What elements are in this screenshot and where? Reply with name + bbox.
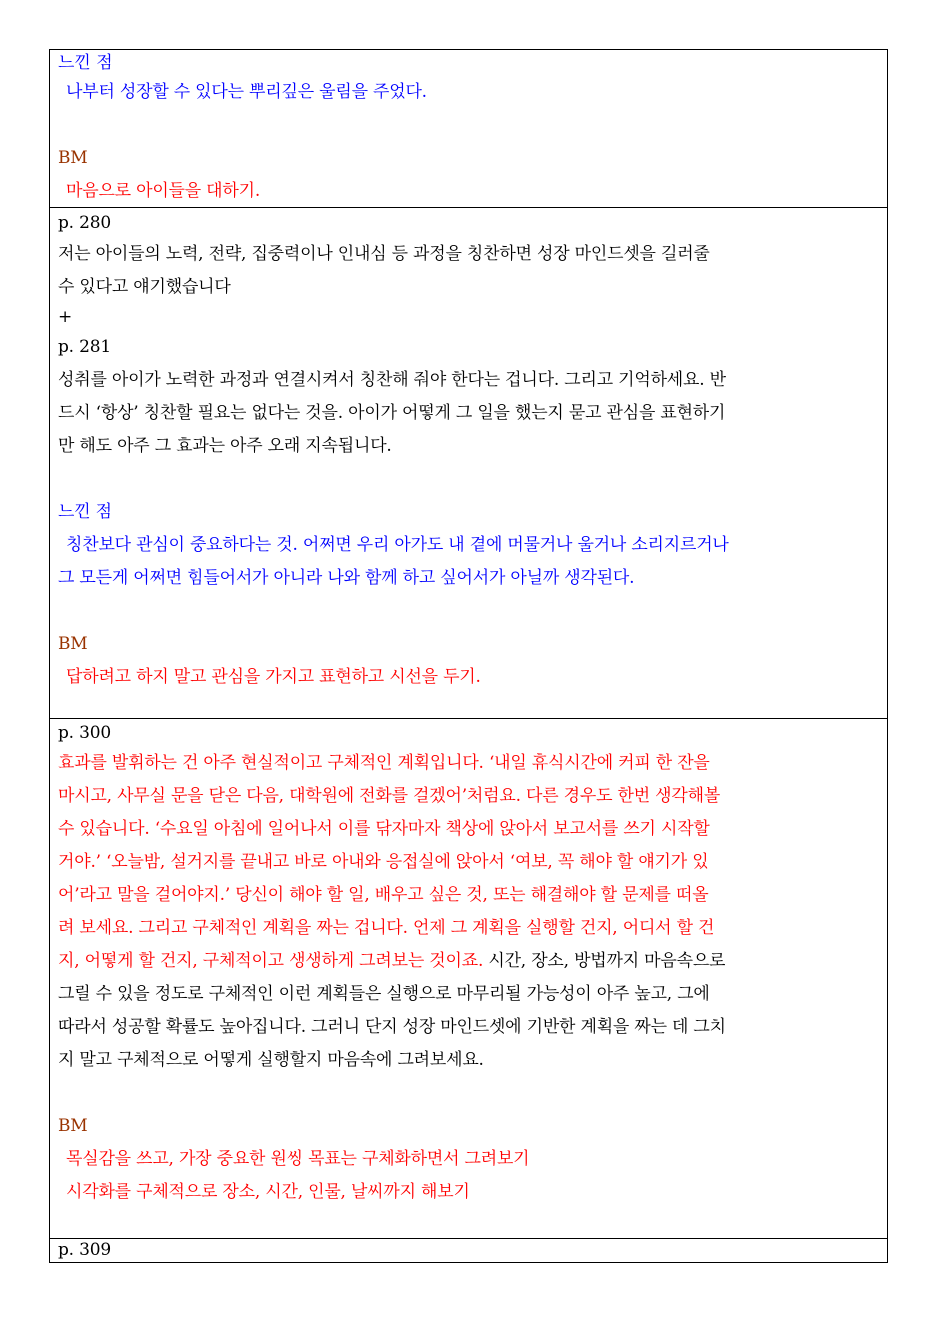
quote-line: 드시 ‘항상’ 칭찬할 필요는 없다는 것을. 아이가 어떻게 그 일을 했는지 묻고 관심을 표현하기 — [58, 403, 726, 423]
quote-black-part: 시간, 장소, 방법까지 마음속으로 — [483, 951, 726, 971]
notes-table — [49, 49, 888, 1263]
bm-heading: BM — [58, 634, 88, 654]
note-cell-2 — [50, 208, 887, 719]
quote-line: 수 있습니다. ‘수요일 아침에 일어나서 이를 닦자마자 책상에 앉아서 보고서를 쓰기 시작할 — [58, 819, 710, 839]
quote-line: 따라서 성공할 확률도 높아집니다. 그러니 단지 성장 마인드셋에 기반한 계획을 짜는 데 그치 — [58, 1017, 726, 1037]
plus-sign: + — [58, 307, 73, 327]
quote-line: 그릴 수 있을 정도로 구체적인 이런 계획들은 실행으로 마무리될 가능성이 아주 높고, 그에 — [58, 984, 710, 1004]
spacer — [58, 463, 879, 496]
quote-line-mixed — [58, 945, 879, 978]
spacer — [58, 1077, 879, 1110]
note-cell-1 — [50, 50, 887, 208]
note-cell-4 — [50, 1239, 887, 1263]
felt-line: 칭찬보다 관심이 중요하다는 것. 어쩌면 우리 아가도 내 곁에 머물거나 울거나 소리지르거나 — [66, 535, 729, 555]
spacer — [58, 595, 879, 628]
spacer — [58, 109, 879, 142]
quote-line: 성취를 아이가 노력한 과정과 연결시켜서 칭찬해 줘야 한다는 겁니다. 그리고 기억하세요. 반 — [58, 370, 726, 390]
page-number: p. 280 — [58, 213, 111, 233]
quote-line: 려 보세요. 그리고 구체적인 계획을 짜는 겁니다. 언제 그 계획을 실행할 건지, 어디서 할 건 — [58, 918, 715, 938]
bm-line: 시각화를 구체적으로 장소, 시간, 인물, 날씨까지 해보기 — [66, 1182, 470, 1202]
quote-red-part: 지, 어떻게 할 건지, 구체적이고 생생하게 그려보는 것이죠. — [58, 951, 484, 971]
quote-line: 수 있다고 얘기했습니다 — [58, 277, 231, 297]
quote-line: 효과를 발휘하는 건 아주 현실적이고 구체적인 계획입니다. ‘내일 휴식시간에 커피 한 잔을 — [58, 753, 710, 773]
bm-text: 답하려고 하지 말고 관심을 가지고 표현하고 시선을 두기. — [66, 667, 481, 687]
felt-text: 나부터 성장할 수 있다는 뿌리깊은 울림을 주었다. — [66, 82, 427, 102]
quote-line: 저는 아이들의 노력, 전략, 집중력이나 인내심 등 과정을 칭찬하면 성장 마인드셋을 길러줄 — [58, 244, 710, 264]
bm-text: 마음으로 아이들을 대하기. — [66, 181, 261, 201]
page-number: p. 309 — [58, 1240, 111, 1260]
bm-heading: BM — [58, 1116, 88, 1136]
bm-heading: BM — [58, 148, 88, 168]
quote-line: 지 말고 구체적으로 어떻게 실행할지 마음속에 그려보세요. — [58, 1050, 484, 1070]
bm-line: 목실감을 쓰고, 가장 중요한 원씽 목표는 구체화하면서 그려보기 — [66, 1149, 530, 1169]
quote-line: 마시고, 사무실 문을 닫은 다음, 대학원에 전화를 걸겠어’처럼요. 다른 경우도 한번 생각해볼 — [58, 786, 721, 806]
quote-line: 거야.’ ‘오늘밤, 설거지를 끝내고 바로 아내와 응접실에 앉아서 ‘여보, 꼭 해야 할 얘기가 있 — [58, 852, 709, 872]
page-number: p. 300 — [58, 723, 111, 743]
page-number: p. 281 — [58, 337, 111, 357]
note-cell-3 — [50, 719, 887, 1239]
quote-line: 어’라고 말을 걸어야지.’ 당신이 해야 할 일, 배우고 싶은 것, 또는 해결해야 할 문제를 떠올 — [58, 885, 709, 905]
felt-line: 그 모든게 어쩌면 힘들어서가 아니라 나와 함께 하고 싶어서가 아닐까 생각된다. — [58, 568, 635, 588]
felt-heading: 느낀 점 — [58, 53, 113, 73]
quote-line: 만 해도 아주 그 효과는 아주 오래 지속됩니다. — [58, 436, 392, 456]
felt-heading: 느낀 점 — [58, 502, 112, 522]
